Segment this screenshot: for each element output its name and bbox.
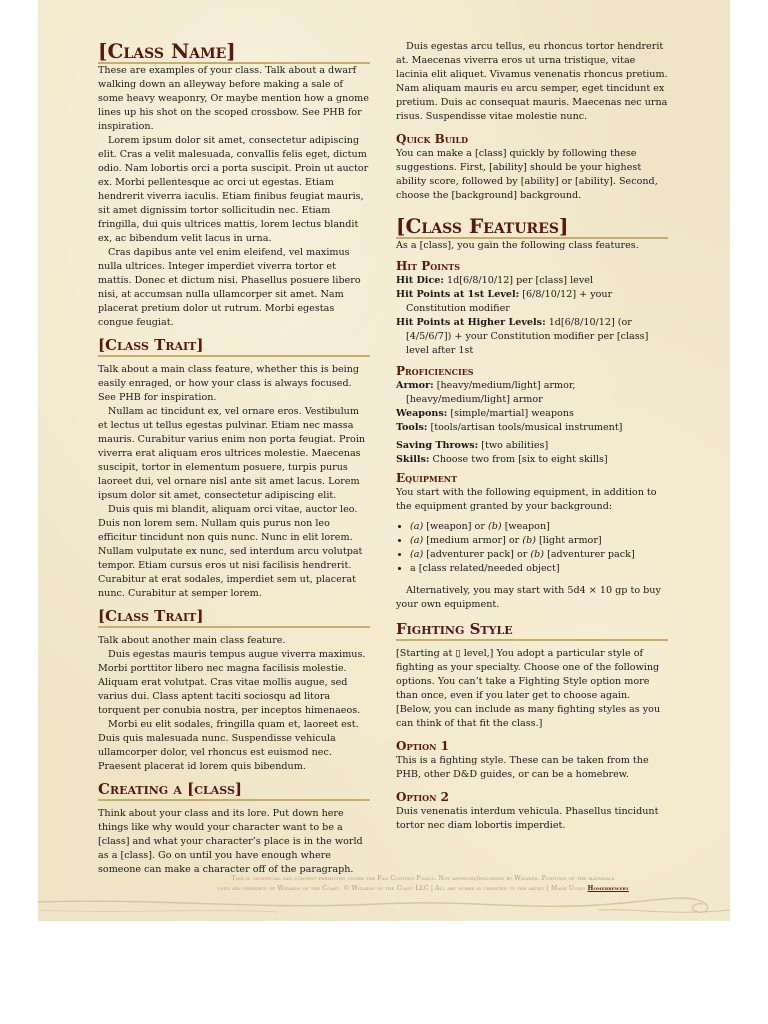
- armor-line: [396, 379, 668, 407]
- equipment-alternative: Alternatively, you may start with 5d4 × 10 gp to buy your own equipment.: [396, 585, 661, 610]
- option-2-paragraph: Duis venenatis interdum vehicula. Phasellus tincidunt tortor nec diam lobortis imperdiet.: [396, 806, 659, 831]
- trait1-paragraph-1: Talk about a main class feature, whether this is being easily enraged, or how your class is always focused. See PHB for inspiration.: [98, 364, 360, 403]
- trait1-paragraph-2: Nullam ac tincidunt ex, vel ornare eros. Vestibulum et lectus ut tellus egestas pulvinar. Etiam nec massa mauris. Curabitur varius enim non porta feugiat. Proin viverra erat aliquam eros ultrices molestie. Maecenas suscipit, tortor in elementum posuere, turpis purus laoreet dui, vel ornare nisl ante sit amet lacus. Lorem ipsum dolor sit amet, consectetur adipiscing elit.: [98, 406, 366, 501]
- tools-label: Tools:: [396, 422, 428, 433]
- hit-dice-label: Hit Dice:: [396, 275, 444, 286]
- hit-dice-line: [396, 274, 668, 288]
- equipment-heading: Equipment: [396, 471, 458, 485]
- hp-first-level-value: [6/8/10/12] + your Constitution modifier: [406, 289, 613, 314]
- list-item: • (a) [medium armor] or (b) [light armor]: [410, 534, 668, 548]
- weapons-label: Weapons:: [396, 408, 448, 419]
- equipment-paragraph: You start with the following equipment, in addition to the equipment granted by your background:: [396, 487, 657, 512]
- armor-label: Armor:: [396, 380, 434, 391]
- hit-points-heading: Hit Points: [396, 259, 460, 273]
- equipment-list: [396, 520, 668, 576]
- quick-build-paragraph: You can make a [class] quickly by following these suggestions. First, [ability] should be your highest ability score, followed by [ability] or [ability]. Second, choose the [background] background.: [396, 148, 658, 201]
- option-1-paragraph: This is a fighting style. These can be taken from the PHB, other D&D guides, or can be a homebrew.: [396, 755, 649, 780]
- trait2-paragraph-1: Talk about another main class feature.: [98, 635, 286, 646]
- hp-higher-levels-value: 1d[6/8/10/12] (or [4/5/6/7]) + your Constitution modifier per [class] level after 1st: [406, 317, 649, 356]
- class-features-heading: [Class Features]: [396, 214, 569, 238]
- list-item: • a [class related/needed object]: [410, 562, 668, 576]
- duis-paragraph: Duis egestas arcu tellus, eu rhoncus tortor hendrerit at. Maecenas viverra eros ut urna tristique, vitae lacinia elit aliquet. Vivamus venenatis rhoncus pretium. Nam aliquam mauris eu arcu semper, eget tincidunt ex pretium. Duis ac consequat mauris. Maecenas nec urna risus. Suspendisse vitae molestie nunc.: [396, 41, 668, 122]
- hp-first-level-label: Hit Points at 1st Level:: [396, 289, 520, 300]
- skills-label: Skills:: [396, 454, 430, 465]
- saving-throws-line: [396, 439, 668, 453]
- trait2-paragraph-3: Morbi eu elit sodales, fringilla quam et, laoreet est. Duis quis malesuada nunc. Suspendisse vehicula ullamcorper dolor, vel rhoncus est euismod nec. Praesent placerat id lorem quis bibendum.: [98, 719, 359, 772]
- lorem-paragraph-1: Lorem ipsum dolor sit amet, consectetur adipiscing elit. Cras a velit malesuada, convallis felis eget, dictum odio. Nam lobortis orci a porta suscipit. Proin ut auctor ex. Morbi pellentesque ac orci ut egestas. Etiam hendrerit viverra iaculis. Etiam finibus feugiat mauris, sit amet dignissim tortor sollicitudin nec. Etiam fringilla, dui quis ultrices mattis, lorem lectus blandit ex, ac bibendum velit lacus in urna.: [98, 135, 369, 244]
- creating-class-paragraph: Think about your class and its lore. Put down here things like why would your character want to be a [class] and what your character’s place is in the world as a [class]. Go on until you have enough where someone can make a character off of the paragraph.: [98, 808, 363, 875]
- fighting-style-heading: Fighting Style: [396, 620, 668, 641]
- saving-throws-label: Saving Throws:: [396, 440, 479, 451]
- hp-higher-levels-label: Hit Points at Higher Levels:: [396, 317, 546, 328]
- hp-first-level-line: [396, 288, 668, 316]
- hit-dice-value: 1d[6/8/10/12] per [class] level: [447, 275, 594, 286]
- class-features-heading-block: [396, 215, 668, 239]
- footer-line-2: used are property of Wizards of the Coast. © Wizards of the Coast LLC | All art works is credited to the artist | Made Using Homebrewery: [217, 885, 629, 892]
- right-column: [396, 40, 668, 833]
- skills-line: [396, 453, 668, 467]
- class-name-heading: [Class Name]: [98, 39, 236, 63]
- lorem-paragraph-2: Cras dapibus ante vel enim eleifend, vel maximus nulla ultrices. Integer imperdiet viverra tortor et mattis. Donec et dictum nisi. Phasellus posuere libero nisi, at accumsan nulla ullamcorper sit amet. Nam placerat pretium dolor ut rutrum. Morbi egestas congue feugiat.: [98, 247, 361, 328]
- homebrewery-link[interactable]: Homebrewery: [587, 885, 629, 892]
- hp-higher-levels-line: [396, 316, 668, 358]
- intro-paragraph: These are examples of your class. Talk about a dwarf walking down an alleyway before making a sale of some heavy weaponry, Or maybe mention how a gnome lines up his shot on the scoped crossbow. See PHB for inspiration.: [98, 65, 369, 132]
- option-2-heading: Option 2: [396, 790, 449, 804]
- class-trait-heading-2: [Class Trait]: [98, 607, 370, 628]
- skills-value: Choose two from [six to eight skills]: [432, 454, 608, 465]
- trait2-paragraph-2: Duis egestas mauris tempus augue viverra maximus. Morbi porttitor libero nec magna facilisis molestie. Aliquam erat volutpat. Cras vitae mollis augue, sed varius dui. Class aptent taciti sociosqu ad litora torquent per conubia nostra, per inceptos himenaeos.: [98, 649, 366, 716]
- tools-value: [tools/artisan tools/musical instrument]: [430, 422, 623, 433]
- trait1-paragraph-3: Duis quis mi blandit, aliquam orci vitae, auctor leo. Duis non lorem sem. Nullam quis purus non leo efficitur tincidunt non quis nunc. Nunc in elit lorem. Nullam vulputate ex nunc, sed interdum arcu volutpat tempor. Etiam cursus eros ut nisi facilisis hendrerit. Curabitur at erat sodales, imperdiet sem ut, placerat nunc. Curabitur at semper lorem.: [98, 504, 363, 599]
- footer-line-1: This is unofficial fan content permitted under the Fan Content Policy. Not approved/endorsed by Wizards. Portions of the materials: [231, 875, 615, 882]
- tools-line: [396, 421, 668, 435]
- left-column: [98, 40, 370, 877]
- proficiencies-heading: Proficiencies: [396, 364, 474, 378]
- list-item: • (a) [adventurer pack] or (b) [adventurer pack]: [410, 548, 668, 562]
- creating-class-heading: Creating a [class]: [98, 780, 370, 801]
- class-trait-heading-1: [Class Trait]: [98, 336, 370, 357]
- weapons-value: [simple/martial] weapons: [450, 408, 574, 419]
- saving-throws-value: [two abilities]: [481, 440, 549, 451]
- armor-value: [heavy/medium/light] armor, [heavy/medium/light] armor: [406, 380, 576, 405]
- list-item: • (a) [weapon] or (b) [weapon]: [410, 520, 668, 534]
- footer-legal: [138, 874, 708, 894]
- class-name-heading-block: [98, 40, 370, 64]
- option-1-heading: Option 1: [396, 739, 449, 753]
- document-page: [38, 0, 730, 921]
- fighting-style-paragraph: [Starting at ▯ level,] You adopt a particular style of fighting as your specialty. Choose one of the following options. You can’t take a Fighting Style option more than once, even if you later get to choose again. [Below, you can include as many fighting styles as you can think of that fit the class.]: [396, 648, 661, 729]
- quick-build-heading: Quick Build: [396, 132, 469, 146]
- weapons-line: [396, 407, 668, 421]
- class-features-intro: As a [class], you gain the following class features.: [396, 240, 639, 251]
